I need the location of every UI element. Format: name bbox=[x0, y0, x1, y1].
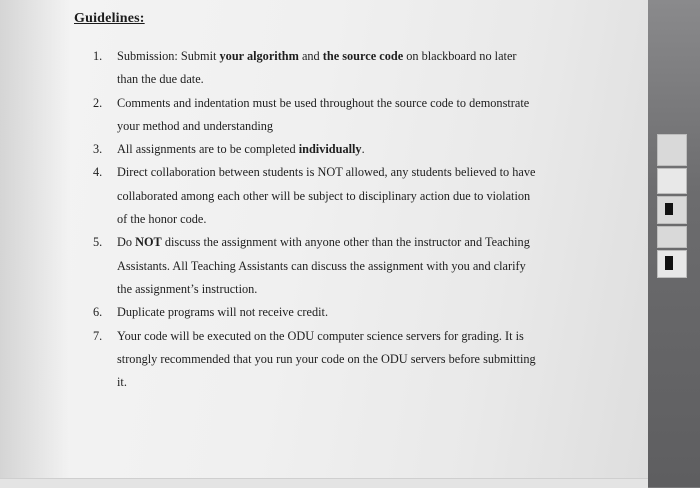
bold-text: NOT bbox=[135, 235, 162, 250]
guideline-item bbox=[91, 325, 591, 395]
text-segment: than the due date. bbox=[117, 72, 204, 87]
guideline-item bbox=[91, 161, 591, 231]
guideline-line bbox=[117, 255, 591, 278]
text-segment: Submission: Submit bbox=[117, 49, 220, 63]
background-thumbnail bbox=[657, 250, 687, 278]
text-segment: Duplicate programs will not receive credit. bbox=[117, 305, 329, 320]
text-segment: . bbox=[361, 142, 365, 157]
dark-block bbox=[665, 256, 673, 270]
item-number: 6. bbox=[93, 305, 103, 320]
dark-block bbox=[665, 203, 673, 215]
guideline-line bbox=[117, 68, 591, 91]
text-segment: of the honor code. bbox=[117, 212, 207, 227]
guideline-line bbox=[117, 161, 591, 184]
guidelines-heading: Guidelines: bbox=[74, 11, 145, 26]
guideline-line bbox=[117, 115, 591, 138]
cut-off-text-above bbox=[250, 0, 590, 6]
bold-text: individually bbox=[298, 142, 362, 157]
guideline-line bbox=[117, 92, 591, 115]
bold-text: the source code bbox=[322, 49, 404, 63]
guideline-line bbox=[117, 325, 591, 348]
guideline-item bbox=[91, 138, 591, 161]
text-segment: Assistants. All Teaching Assistants can discuss the assignment with you and clarify bbox=[117, 258, 526, 273]
guideline-line bbox=[117, 208, 591, 231]
text-segment: on blackboard no later bbox=[403, 49, 517, 63]
item-number: 3. bbox=[93, 142, 103, 157]
text-segment: Direct collaboration between students is NOT allowed, any students believed to have bbox=[117, 165, 536, 180]
text-segment: Do bbox=[117, 235, 136, 250]
guideline-line bbox=[117, 185, 591, 208]
text-segment: All assignments are to be completed bbox=[117, 142, 299, 157]
guideline-item bbox=[91, 301, 591, 324]
text-segment: the assignment’s instruction. bbox=[117, 281, 258, 296]
guideline-line bbox=[117, 348, 591, 371]
text-segment: discuss the assignment with anyone other than the instructor and Teaching bbox=[161, 235, 530, 250]
background-thumbnail bbox=[657, 168, 687, 194]
background-thumbnail bbox=[657, 196, 687, 224]
guideline-item bbox=[91, 45, 591, 92]
text-segment: it. bbox=[117, 375, 127, 390]
text-segment: strongly recommended that you run your code on the ODU servers before submitting bbox=[117, 351, 536, 366]
page-shadow bbox=[0, 0, 70, 478]
guidelines-list bbox=[91, 45, 591, 394]
guideline-line bbox=[117, 278, 591, 301]
guideline-line bbox=[117, 231, 591, 254]
guideline-line bbox=[117, 371, 591, 394]
guideline-item bbox=[91, 231, 591, 301]
item-number: 5. bbox=[93, 235, 103, 250]
text-segment: collaborated among each other will be subject to disciplinary action due to violation bbox=[117, 188, 531, 203]
background-thumbnail bbox=[657, 134, 687, 166]
bold-text: your algorithm bbox=[219, 49, 299, 63]
item-number: 2. bbox=[93, 95, 103, 110]
guideline-item bbox=[91, 92, 591, 139]
text-segment: and bbox=[298, 49, 323, 63]
item-number: 7. bbox=[93, 328, 103, 343]
text-segment: Your code will be executed on the ODU computer science servers for grading. It is bbox=[117, 328, 524, 343]
item-number: 4. bbox=[93, 165, 103, 180]
text-segment: your method and understanding bbox=[117, 118, 274, 133]
background-thumbnail bbox=[657, 226, 687, 248]
guideline-line bbox=[117, 138, 591, 161]
text-segment: Comments and indentation must be used throughout the source code to demonstrate bbox=[117, 95, 530, 110]
guideline-line bbox=[117, 301, 591, 324]
item-number: 1. bbox=[93, 49, 103, 63]
guideline-line bbox=[117, 45, 591, 68]
